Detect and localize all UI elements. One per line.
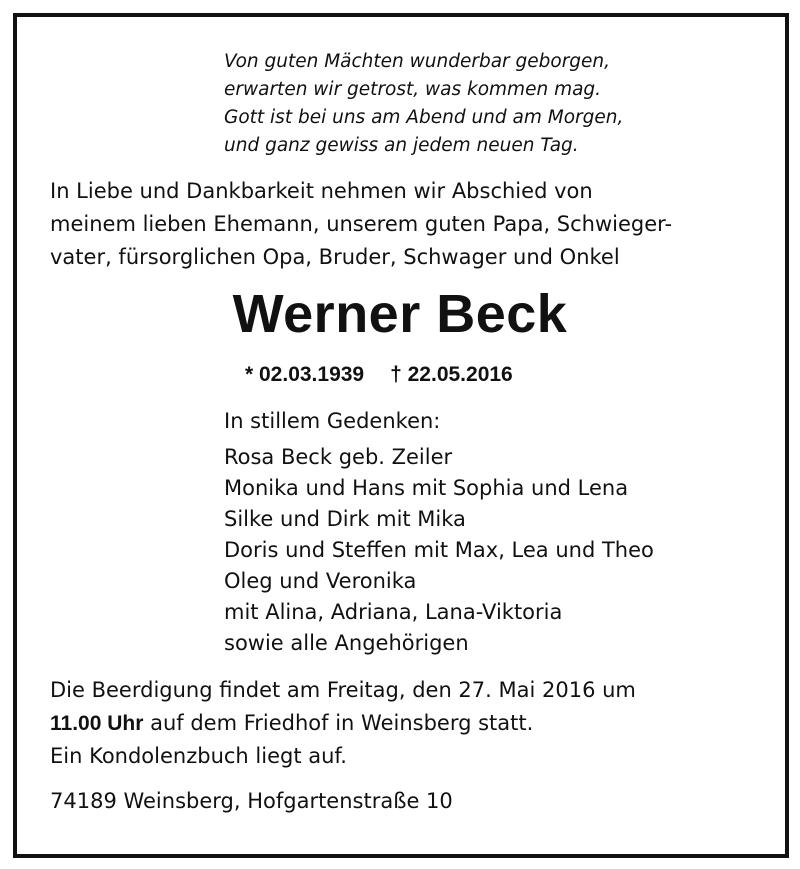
birth-date: * 02.03.1939	[245, 363, 365, 386]
deceased-name: Werner Beck	[232, 284, 568, 344]
intro-text	[50, 175, 672, 274]
mourner-line: Rosa Beck geb. Zeiler	[224, 445, 453, 469]
address: 74189 Weinsberg, Hofgartenstraße 10	[50, 789, 453, 813]
mourner-line: Monika und Hans mit Sophia und Lena	[224, 476, 629, 500]
burial-line: Die Beerdigung findet am Freitag, den 27. Mai 2016 um	[50, 678, 636, 702]
poem-line: erwarten wir getrost, was kommen mag.	[224, 79, 602, 100]
intro-line: vater, fürsorglichen Opa, Bruder, Schwager und Onkel	[50, 245, 620, 269]
condolence-line: Ein Kondolenzbuch liegt auf.	[50, 744, 347, 768]
mourner-line: Oleg und Veronika	[224, 569, 417, 593]
poem-line: und ganz gewiss an jedem neuen Tag.	[224, 135, 579, 156]
poem-line: Gott ist bei uns am Abend und am Morgen,	[224, 107, 624, 128]
mourner-line: sowie alle Angehörigen	[224, 631, 469, 655]
intro-line: meinem lieben Ehemann, unserem guten Papa, Schwieger-	[50, 212, 673, 236]
life-dates	[245, 360, 513, 390]
burial-place: auf dem Friedhof in Weinsberg statt.	[150, 711, 534, 735]
burial-line	[50, 707, 636, 740]
mourner-line: Silke und Dirk mit Mika	[224, 507, 466, 531]
mourners-heading: In stillem Gedenken:	[224, 409, 441, 433]
mourner-line: mit Alina, Adriana, Lana-Viktoria	[224, 600, 563, 624]
poem	[224, 48, 623, 160]
intro-line: In Liebe und Dankbarkeit nehmen wir Abschied von	[50, 179, 593, 203]
mourner-line: Doris und Steffen mit Max, Lea und Theo	[224, 538, 654, 562]
burial-info	[50, 674, 636, 773]
burial-time: 11.00 Uhr	[50, 712, 144, 735]
poem-line: Von guten Mächten wunderbar geborgen,	[224, 51, 611, 72]
mourners-list	[224, 406, 654, 659]
death-date: † 22.05.2016	[390, 363, 513, 386]
